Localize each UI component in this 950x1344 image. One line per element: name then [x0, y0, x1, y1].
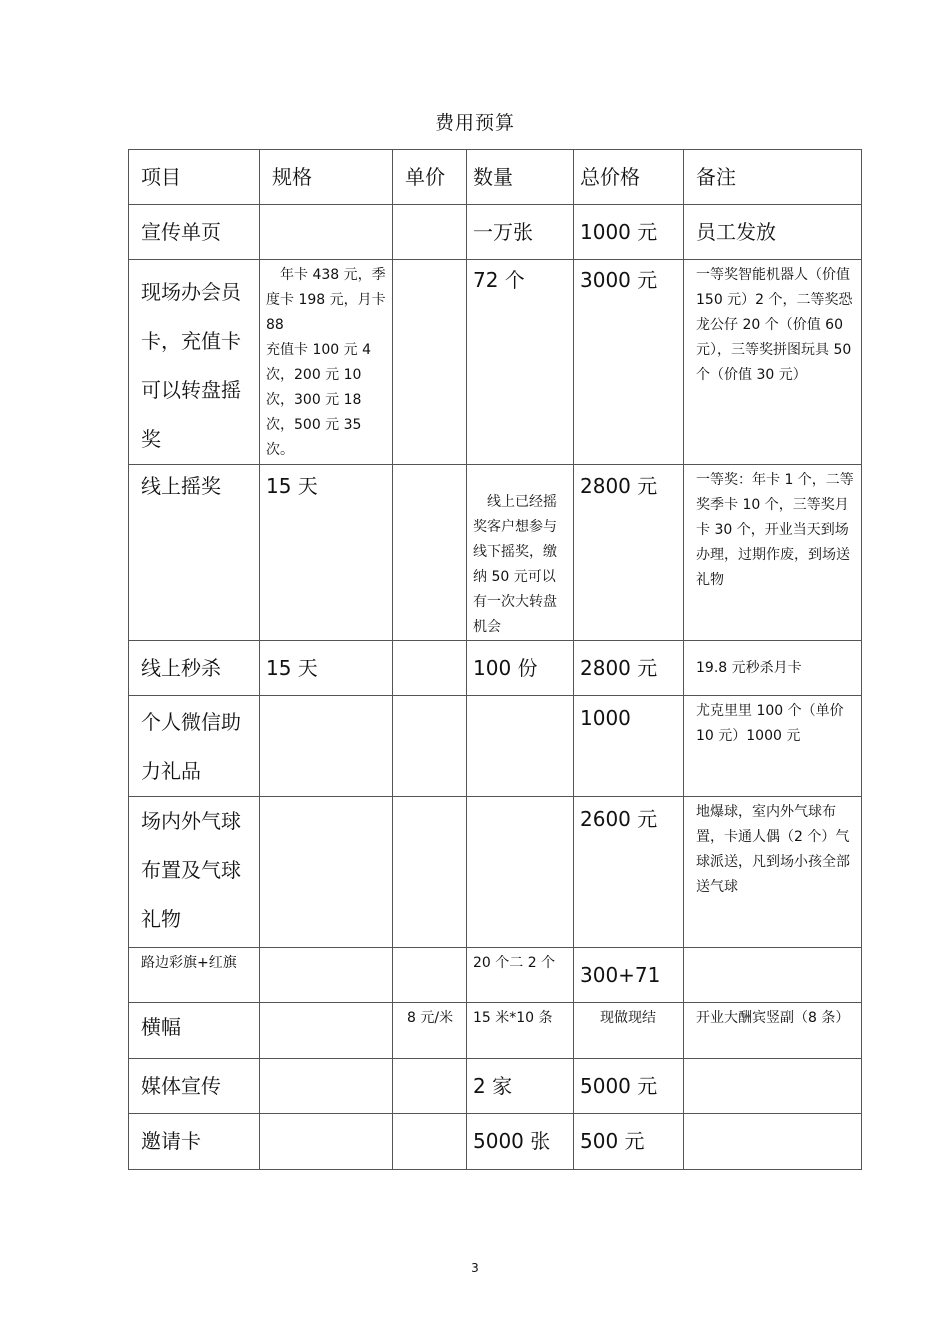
page-number: 3	[471, 1261, 479, 1275]
table-row	[129, 797, 862, 948]
cell-total: 2800 元	[574, 465, 684, 641]
header-total: 总价格	[574, 150, 684, 205]
cell-item: 线上秒杀	[129, 641, 260, 696]
table-row	[129, 641, 862, 696]
cell-spec	[260, 797, 393, 948]
cell-unit-price	[393, 465, 467, 641]
cell-note: 19.8 元秒杀月卡	[684, 641, 862, 696]
cell-note	[684, 948, 862, 1003]
cell-unit-price	[393, 797, 467, 948]
cell-unit-price	[393, 1059, 467, 1114]
cell-quantity: 20 个二 2 个	[467, 948, 574, 1003]
table-row	[129, 1003, 862, 1059]
cell-spec	[260, 1003, 393, 1059]
header-quantity: 数量	[467, 150, 574, 205]
cell-quantity	[467, 797, 574, 948]
cell-total: 3000 元	[574, 260, 684, 465]
cell-note: 尤克里里 100 个（单价 10 元）1000 元	[684, 696, 862, 797]
cell-spec: 15 天	[260, 465, 393, 641]
cell-note: 开业大酬宾竖副（8 条）	[684, 1003, 862, 1059]
header-item: 项目	[129, 150, 260, 205]
cell-quantity: 2 家	[467, 1059, 574, 1114]
cell-item: 横幅	[129, 1003, 260, 1059]
cell-spec	[260, 1114, 393, 1170]
cell-note: 员工发放	[684, 205, 862, 260]
cell-item: 个人微信助力礼品	[129, 696, 260, 797]
table-row	[129, 1114, 862, 1170]
table-row	[129, 948, 862, 1003]
cell-unit-price	[393, 948, 467, 1003]
cell-item: 邀请卡	[129, 1114, 260, 1170]
cell-total: 5000 元	[574, 1059, 684, 1114]
cell-item: 宣传单页	[129, 205, 260, 260]
table-row	[129, 1059, 862, 1114]
cell-quantity: 15 米*10 条	[467, 1003, 574, 1059]
budget-table	[128, 149, 862, 1170]
cell-quantity: 一万张	[467, 205, 574, 260]
table-row	[129, 205, 862, 260]
cell-item: 现场办会员卡，充值卡可以转盘摇奖	[129, 260, 260, 465]
cell-note: 地爆球，室内外气球布置，卡通人偶（2 个）气球派送，凡到场小孩全部送气球	[684, 797, 862, 948]
cell-quantity: 线上已经摇奖客户想参与线下摇奖，缴纳 50 元可以有一次大转盘机会	[467, 465, 574, 641]
cell-quantity: 72 个	[467, 260, 574, 465]
cell-item: 场内外气球布置及气球礼物	[129, 797, 260, 948]
cell-unit-price: 8 元/米	[393, 1003, 467, 1059]
cell-unit-price	[393, 1114, 467, 1170]
table-header-row	[129, 150, 862, 205]
cell-note	[684, 1114, 862, 1170]
cell-spec	[260, 205, 393, 260]
cell-item: 线上摇奖	[129, 465, 260, 641]
cell-total: 现做现结	[574, 1003, 684, 1059]
cell-quantity	[467, 696, 574, 797]
cell-quantity: 100 份	[467, 641, 574, 696]
cell-item: 媒体宣传	[129, 1059, 260, 1114]
cell-spec	[260, 1059, 393, 1114]
cell-note: 一等奖智能机器人（价值 150 元）2 个，二等奖恐龙公仔 20 个（价值 60 元），三等奖拼图玩具 50 个（价值 30 元）	[684, 260, 862, 465]
cell-unit-price	[393, 696, 467, 797]
page-title: 费用预算	[434, 112, 515, 134]
cell-total: 300+71	[574, 948, 684, 1003]
cell-note: 一等奖：年卡 1 个，二等奖季卡 10 个，三等奖月卡 30 个，开业当天到场办理，过期作废，到场送礼物	[684, 465, 862, 641]
table-row	[129, 696, 862, 797]
cell-unit-price	[393, 641, 467, 696]
cell-item: 路边彩旗+红旗	[129, 948, 260, 1003]
header-note: 备注	[684, 150, 862, 205]
cell-unit-price	[393, 205, 467, 260]
header-spec: 规格	[260, 150, 393, 205]
header-unit-price: 单价	[393, 150, 467, 205]
cell-total: 500 元	[574, 1114, 684, 1170]
cell-spec	[260, 696, 393, 797]
cell-spec: 15 天	[260, 641, 393, 696]
cell-spec	[260, 948, 393, 1003]
cell-unit-price	[393, 260, 467, 465]
cell-note	[684, 1059, 862, 1114]
cell-total: 1000 元	[574, 205, 684, 260]
cell-total: 2600 元	[574, 797, 684, 948]
cell-total: 2800 元	[574, 641, 684, 696]
table-row	[129, 465, 862, 641]
cell-total: 1000	[574, 696, 684, 797]
table-row	[129, 260, 862, 465]
cell-quantity: 5000 张	[467, 1114, 574, 1170]
cell-spec: 年卡 438 元，季度卡 198 元，月卡 88 充值卡 100 元 4 次，200 元 10 次，300 元 18 次，500 元 35 次。	[260, 260, 393, 465]
